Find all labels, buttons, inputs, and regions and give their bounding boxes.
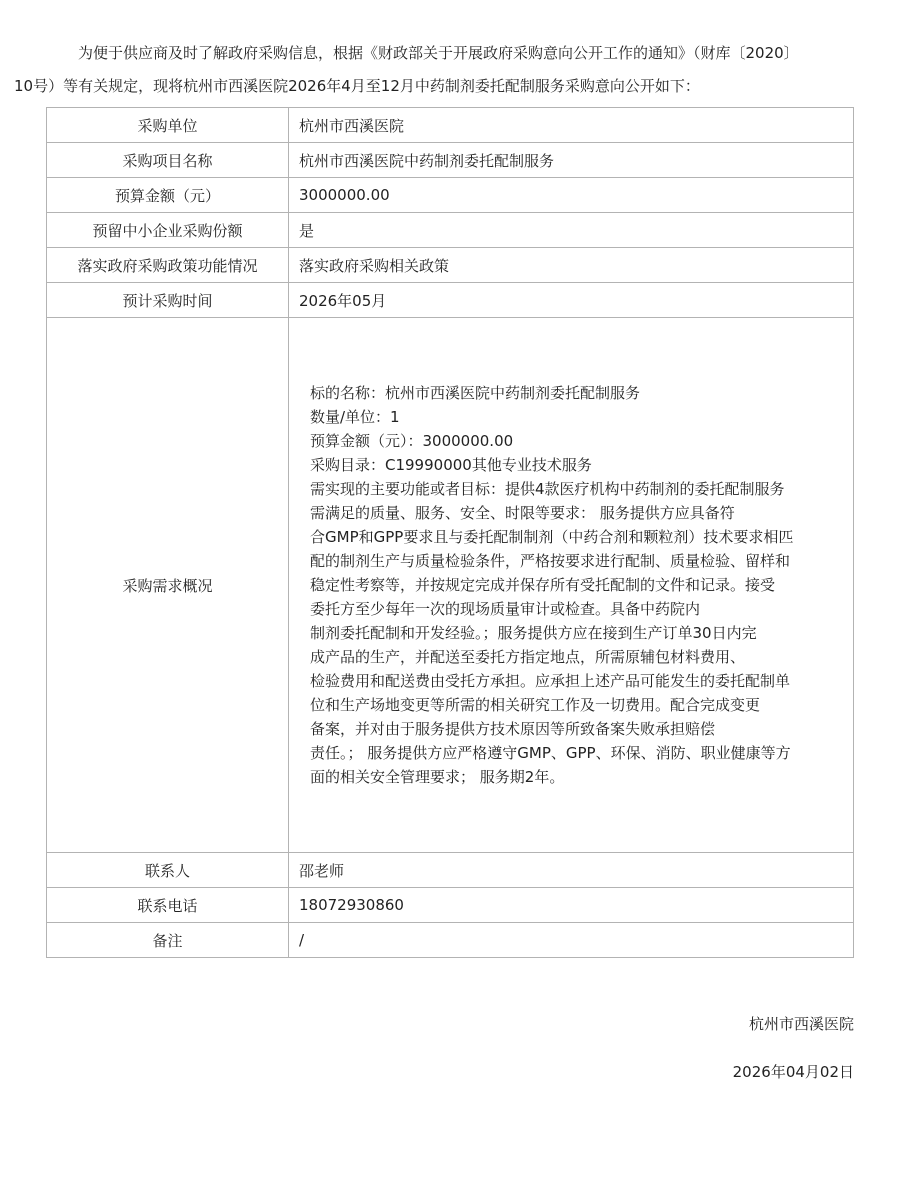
row-value: 18072930860 [289, 888, 854, 923]
intro-line-1: 为便于供应商及时了解政府采购信息，根据《财政部关于开展政府采购意向公开工作的通知》（财库〔2020〕 [78, 44, 799, 62]
desc-line: 采购目录：C19990000其他专业技术服务 [310, 456, 592, 474]
table-row-contact-phone [47, 888, 854, 923]
desc-line: 面的相关安全管理要求； 服务期2年。 [310, 768, 565, 786]
row-value: 邵老师 [289, 853, 854, 888]
desc-line: 标的名称：杭州市西溪医院中药制剂委托配制服务 [310, 384, 641, 402]
desc-line: 位和生产场地变更等所需的相关研究工作及一切费用。配合完成变更 [310, 696, 761, 714]
table-row-project-name [47, 143, 854, 178]
desc-line: 需满足的质量、服务、安全、时限等要求： 服务提供方应具备符 [310, 504, 735, 522]
row-label: 备注 [47, 923, 289, 958]
desc-line: 稳定性考察等，并按规定完成并保存所有受托配制的文件和记录。接受 [310, 576, 776, 594]
table-row-contact-person [47, 853, 854, 888]
table-row-requirements-summary [47, 318, 854, 853]
row-label: 预计采购时间 [47, 283, 289, 318]
row-label: 联系人 [47, 853, 289, 888]
desc-line: 备案，并对由于服务提供方技术原因等所致备案失败承担赔偿 [310, 720, 716, 738]
desc-line: 制剂委托配制和开发经验。；服务提供方应在接到生产订单30日内完 [310, 624, 757, 642]
table-row-policy [47, 248, 854, 283]
desc-line: 配的制剂生产与质量检验条件，严格按要求进行配制、质量检验、留样和 [310, 552, 791, 570]
table-row-purchaser [47, 108, 854, 143]
requirements-summary-cell [289, 318, 854, 853]
row-label: 联系电话 [47, 888, 289, 923]
table-row-remarks [47, 923, 854, 958]
desc-line: 数量/单位：1 [310, 408, 400, 426]
table-row-sme-reserve [47, 213, 854, 248]
row-value: 2026年05月 [289, 283, 854, 318]
row-value: 3000000.00 [289, 178, 854, 213]
row-value: 落实政府采购相关政策 [289, 248, 854, 283]
table-row-expected-time [47, 283, 854, 318]
row-label: 采购项目名称 [47, 143, 289, 178]
desc-line: 成产品的生产，并配送至委托方指定地点，所需原辅包材料费用、 [310, 648, 746, 666]
row-value: 杭州市西溪医院中药制剂委托配制服务 [289, 143, 854, 178]
row-value: 杭州市西溪医院 [289, 108, 854, 143]
desc-line: 责任。； 服务提供方应严格遵守GMP、GPP、环保、消防、职业健康等方 [310, 744, 791, 762]
row-label: 预算金额（元） [47, 178, 289, 213]
requirements-description [289, 381, 853, 789]
row-value: 是 [289, 213, 854, 248]
desc-line: 委托方至少每年一次的现场质量审计或检查。具备中药院内 [310, 600, 701, 618]
row-value: / [289, 923, 854, 958]
desc-line: 检验费用和配送费由受托方承担。应承担上述产品可能发生的委托配制单 [310, 672, 791, 690]
row-label: 预留中小企业采购份额 [47, 213, 289, 248]
desc-line: 合GMP和GPP要求且与委托配制制剂（中药合剂和颗粒剂）技术要求相匹 [310, 528, 794, 546]
desc-line: 需实现的主要功能或者目标：提供4款医疗机构中药制剂的委托配制服务 [310, 480, 785, 498]
row-label: 采购单位 [47, 108, 289, 143]
row-label: 落实政府采购政策功能情况 [47, 248, 289, 283]
procurement-info-table [46, 107, 854, 958]
intro-paragraph [14, 37, 858, 103]
intro-line-2: 10号）等有关规定，现将杭州市西溪医院2026年4月至12月中药制剂委托配制服务采购意向公开如下： [14, 77, 700, 95]
desc-line: 预算金额（元）：3000000.00 [310, 432, 514, 450]
signature-date: 2026年04月02日 [732, 1063, 854, 1081]
row-label: 采购需求概况 [47, 318, 289, 853]
signature-organization: 杭州市西溪医院 [748, 1015, 854, 1033]
table-row-budget [47, 178, 854, 213]
